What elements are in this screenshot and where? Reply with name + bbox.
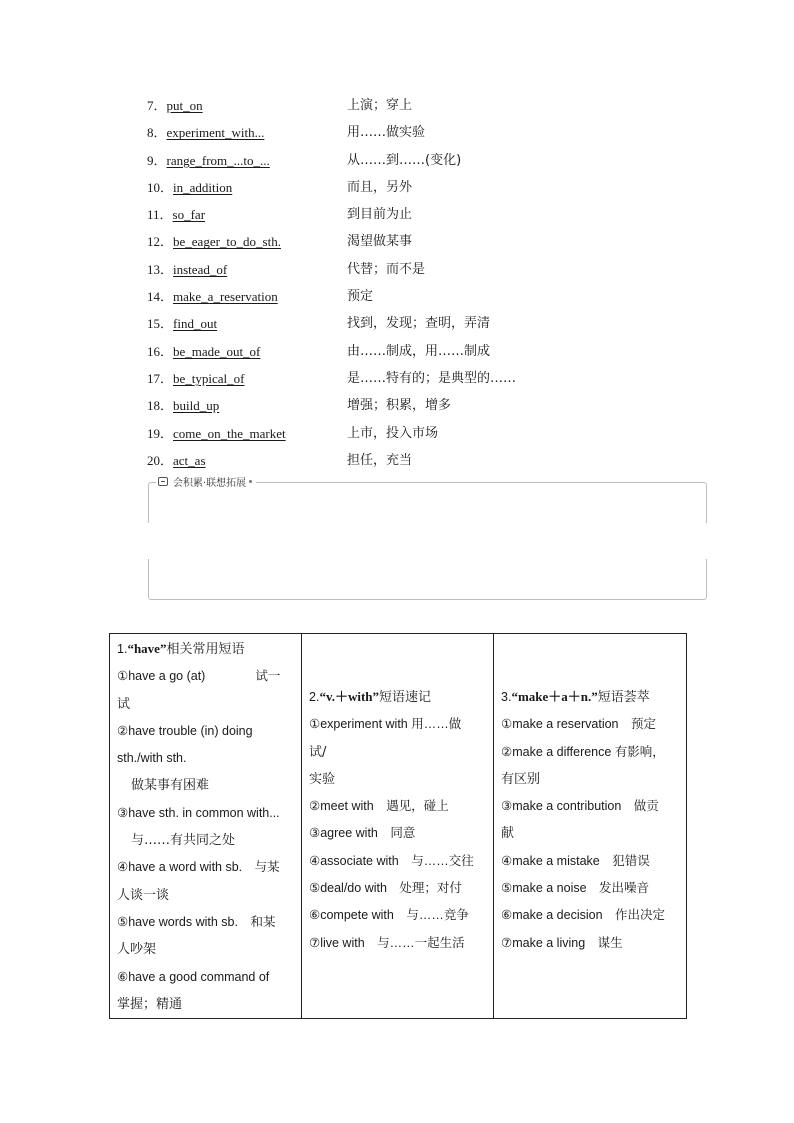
phrase-chinese: 而且，另外	[347, 179, 413, 195]
phrase-chinese: 找到，发现；查明，弄清	[347, 316, 491, 332]
phrase-line: 人吵架	[117, 942, 157, 958]
phrase-list	[147, 92, 747, 474]
phrase-line: ⑦make a living 谋生	[501, 935, 623, 950]
phrase-line: 人谈一谈	[117, 887, 170, 903]
phrase-line: ④make a mistake 犯错误	[501, 853, 650, 868]
phrase-line: ③make a contribution 做贡	[501, 799, 659, 814]
phrase-english: 7．put_on	[147, 98, 203, 113]
phrase-row	[147, 92, 747, 119]
phrase-line: ①experiment with 用……做	[309, 717, 462, 732]
phrase-row	[147, 392, 747, 419]
phrase-row	[147, 365, 747, 392]
phrase-english: 19．come_on_the_market	[147, 425, 286, 441]
column-title: 2.“v.＋with”短语速记	[309, 689, 432, 705]
phrase-chinese: 渴望做某事	[347, 234, 413, 250]
phrase-row	[147, 256, 747, 283]
phrase-english: 16．be_made_out_of	[147, 343, 261, 359]
column-title: 1.“have”相关常用短语	[117, 641, 245, 657]
phrase-chinese: 是……特有的；是典型的……	[347, 370, 517, 386]
phrase-row	[147, 119, 747, 146]
phrase-line: 有区别	[501, 771, 541, 787]
phrase-line: 实验	[309, 771, 336, 787]
phrase-row	[147, 447, 747, 474]
phrase-line: ⑥have a good command of	[117, 969, 270, 984]
phrase-line: ①have a go (at) 试一	[117, 669, 281, 684]
phrase-line: ④have a word with sb. 与某	[117, 860, 280, 875]
phrase-row	[147, 283, 747, 310]
phrase-english: 13．instead_of	[147, 261, 228, 277]
phrase-line: ⑦live with 与……一起生活	[309, 935, 465, 950]
section-icon	[158, 477, 168, 486]
phrase-english: 9．range_from_...to_...	[147, 152, 270, 168]
column-title: 3.“make＋a＋n.”短语荟萃	[501, 689, 650, 705]
phrase-line: 做某事有困难	[131, 778, 210, 794]
table-cell-make-a-n	[494, 634, 687, 1019]
phrase-line: ②meet with 遇见，碰上	[309, 799, 449, 814]
phrase-line: ⑤deal/do with 处理；对付	[309, 881, 462, 896]
phrase-line: ②have trouble (in) doing	[117, 723, 253, 738]
phrase-row	[147, 174, 747, 201]
phrase-line: ③agree with 同意	[309, 826, 416, 841]
phrase-line: ⑥make a decision 作出决定	[501, 908, 666, 923]
phrase-english: 15．find_out	[147, 316, 218, 332]
phrase-chinese: 增强；积累，增多	[347, 398, 452, 414]
phrase-line: ⑤have words with sb. 和某	[117, 914, 276, 929]
phrase-chinese: 由……制成，用……制成	[347, 343, 491, 359]
phrase-chinese: 上演；穿上	[347, 98, 413, 113]
phrase-chinese: 预定	[347, 289, 374, 305]
accumulate-box	[148, 482, 707, 600]
phrase-line: ④associate with 与……交往	[309, 853, 474, 868]
phrase-line: ①make a reservation 预定	[501, 717, 657, 732]
phrase-line: ⑤make a noise 发出噪音	[501, 881, 650, 896]
phrase-row	[147, 228, 747, 255]
accumulate-header	[156, 474, 256, 488]
phrase-line: 试/	[309, 744, 327, 760]
phrase-line: 掌握；精通	[117, 996, 183, 1012]
phrase-english: 12．be_eager_to_do_sth.	[147, 234, 281, 250]
phrase-line: ③have sth. in common with...	[117, 805, 280, 820]
table-cell-v-with	[302, 634, 494, 1019]
phrase-english: 14．make_a_reservation	[147, 289, 278, 305]
phrase-chinese: 用……做实验	[347, 125, 426, 141]
phrase-row	[147, 147, 747, 174]
phrase-line: ⑥compete with 与……竞争	[309, 908, 469, 923]
phrase-english: 17．be_typical_of	[147, 370, 245, 386]
table-cell-have	[110, 634, 302, 1019]
phrase-line: 试	[117, 696, 131, 712]
phrase-row	[147, 420, 747, 447]
phrase-row	[147, 201, 747, 228]
dot-icon	[249, 480, 252, 483]
phrase-line: ②make a difference 有影响，	[501, 744, 665, 759]
phrase-english: 8．experiment_with...	[147, 125, 265, 141]
phrase-summary-table	[109, 633, 687, 1019]
phrase-chinese: 担任，充当	[347, 452, 413, 468]
phrase-english: 10．in_addition	[147, 179, 233, 195]
phrase-chinese: 到目前为止	[347, 207, 413, 223]
phrase-english: 11．so_far	[147, 207, 206, 223]
phrase-line: 献	[501, 826, 515, 842]
phrase-chinese: 从……到……(变化)	[347, 152, 462, 168]
phrase-line: sth./with sth.	[117, 751, 187, 766]
accumulate-title: 会积累·联想拓展	[173, 477, 247, 489]
phrase-chinese: 上市，投入市场	[347, 425, 439, 441]
phrase-line: 与……有共同之处	[131, 833, 236, 849]
phrase-english: 20．act_as	[147, 452, 206, 468]
phrase-english: 18．build_up	[147, 398, 220, 414]
phrase-row	[147, 310, 747, 337]
phrase-row	[147, 338, 747, 365]
phrase-chinese: 代替；而不是	[347, 261, 426, 277]
